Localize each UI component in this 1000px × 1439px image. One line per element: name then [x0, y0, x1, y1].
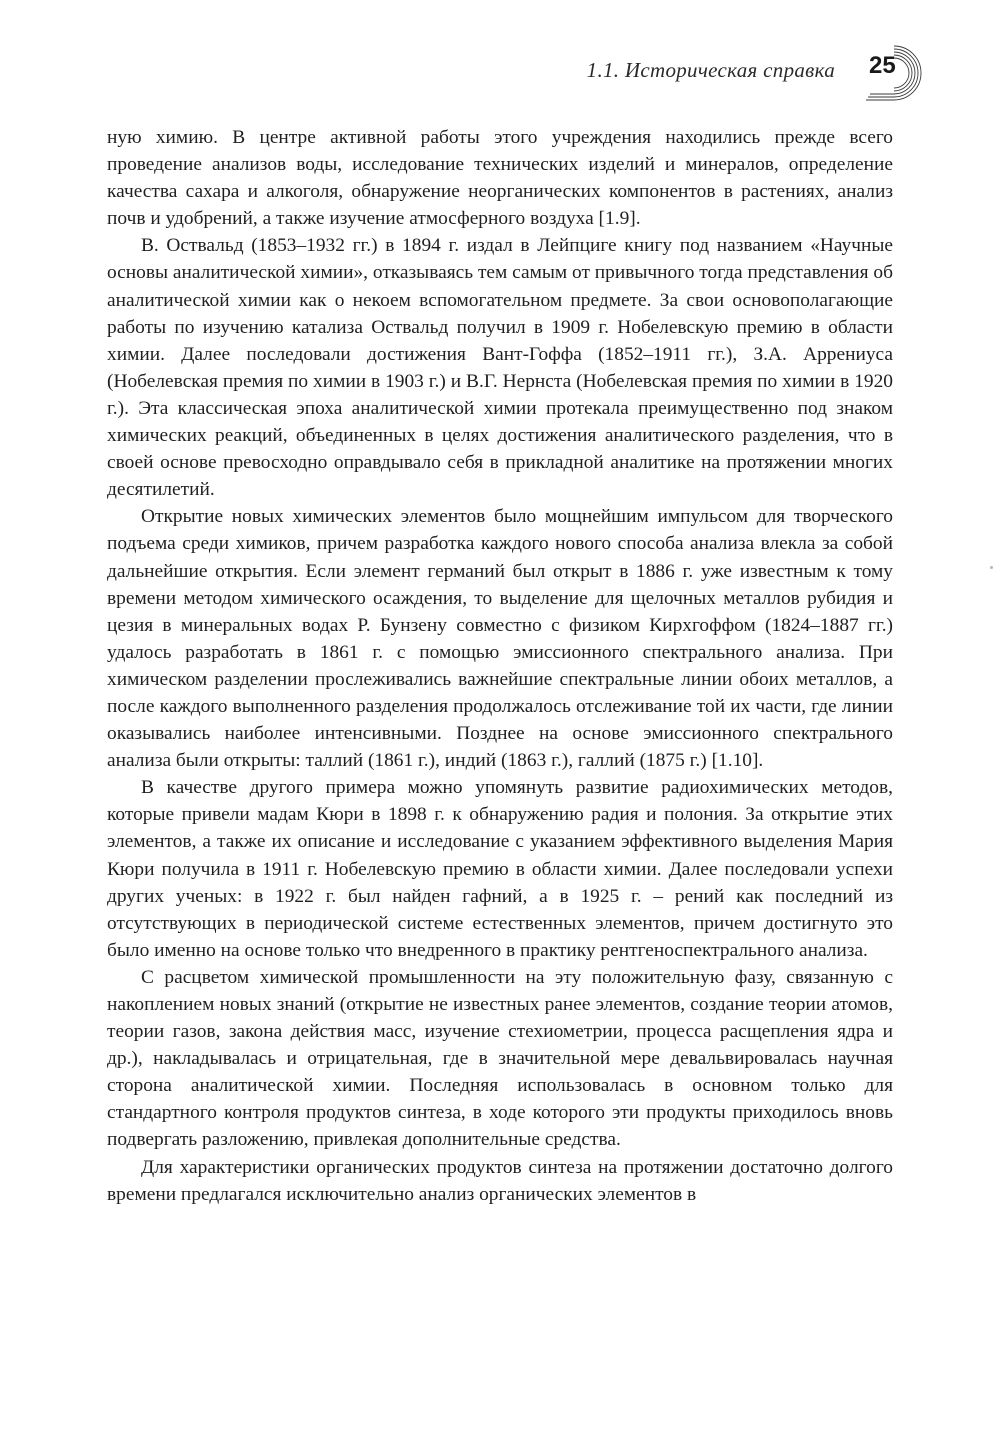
page-number: 25: [869, 52, 896, 79]
running-head: 1.1. Историческая справка: [586, 58, 835, 82]
paragraph-2: В. Оствальд (1853–1932 гг.) в 1894 г. издал в Лейпциге книгу под названием «Научные основы аналитической химии», отказываясь тем самым от привычного тогда представления об аналитической химии как о некоем вспомогательном предмете. За свои основополагающие работы по изучению катализа Оствальд получил в 1909 г. Нобелевскую премию в области химии. Далее последовали достижения Вант-Гоффа (1852–1911 гг.), З.А. Аррениуса (Нобелевская премия по химии в 1903 г.) и В.Г. Нернста (Нобелевская премия по химии в 1920 г.). Эта классическая эпоха аналитической химии протекала преимущественно под знаком химических реакций, объединенных в целях достижения аналитического разделения, что в своей основе превосходно оправдывало себя в прикладной аналитике на протяжении многих десятилетий.: [107, 235, 893, 501]
paragraph-3: Открытие новых химических элементов было мощнейшим импульсом для творческого подъема среди химиков, причем разработка каждого нового способа анализа влекла за собой дальнейшие открытия. Если элемент германий был открыт в 1886 г. уже известным к тому времени методом химического осаждения, то выделение для щелочных металлов рубидия и цезия в минеральных водах Р. Бунзену совместно с физиком Кирхгоффом (1824–1887 гг.) удалось разработать в 1861 г. с помощью эмиссионного спектрального анализа. При химическом разделении прослеживались важнейшие спектральные линии обоих металлов, а после каждого выполненного разделения продолжалось отслеживание той их части, где линии оказывались наиболее интенсивными. Позднее на основе эмиссионного спектрального анализа были открыты: таллий (1861 г.), индий (1863 г.), галлий (1875 г.) [1.10].: [107, 506, 893, 772]
paragraph-4: В качестве другого примера можно упомянуть развитие радиохимических методов, которые привели мадам Кюри в 1898 г. к обнаружению радия и полония. За открытие этих элементов, а также их описание и исследование с указанием эффективного выделения Мария Кюри получила в 1911 г. Нобелевскую премию в области химии. Далее последовали успехи других ученых: в 1922 г. был найден гафний, а в 1925 г. – рений как последний из отсутствующих в периодической системе естественных элементов, причем достигнуто это было именно на основе только что внедренного в практику рентгеноспектрального анализа.: [107, 777, 893, 961]
paragraph-5: С расцветом химической промышленности на эту положительную фазу, связанную с накоплением новых знаний (открытие не известных ранее элементов, создание теории атомов, теории газов, закона действия масс, изучение стехиометрии, процесса расщепления ядра и др.), накладывалась и отрицательная, где в значительной мере девальвировалась научная сторона аналитической химии. Последняя использовалась в основном только для стандартного контроля продуктов синтеза, в ходе которого эти продукты приходилось вновь подвергать разложению, привлекая дополнительные средства.: [107, 966, 893, 1151]
paragraph-6: Для характеристики органических продуктов синтеза на протяжении достаточно долгого времени предлагался исключительно анализ органических элементов в: [107, 1156, 893, 1205]
scan-edge-mark: [990, 566, 993, 569]
body-text: [107, 124, 893, 1208]
paragraph-1: ную химию. В центре активной работы этого учреждения находились прежде всего проведение анализов воды, исследование технических изделий и минералов, определение качества сахара и алкоголя, обнаружение неорганических компонентов в растениях, анализ почв и удобрений, а также изучение атмосферного воздуха [1.9].: [107, 127, 893, 230]
